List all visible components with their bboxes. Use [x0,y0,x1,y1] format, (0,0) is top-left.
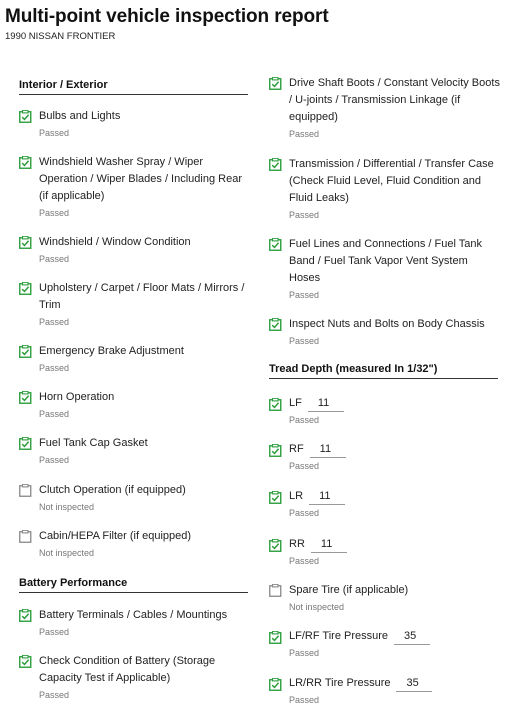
inspection-item [269,238,501,300]
item-label: Upholstery / Carpet / Floor Mats / Mirrors / Trim [39,282,245,311]
item-label: Windshield Washer Spray / Wiper Operation / Wiper Blades / Including Rear (if applicable) [39,156,242,202]
pressure-value-field[interactable]: 35 [394,629,430,645]
item-label: LF [289,396,302,409]
tread-value-field[interactable]: 11 [308,396,344,412]
check-icon[interactable] [19,655,32,668]
item-label: LR/RR Tire Pressure [289,676,391,689]
item-label: Emergency Brake Adjustment [39,345,184,357]
report-title: Multi-point vehicle inspection report [5,6,329,27]
check-icon[interactable] [19,156,32,169]
item-status: Not inspected [289,602,345,612]
tread-value-field[interactable]: 11 [310,442,346,458]
inspection-item [19,655,251,700]
checkbox-empty-icon[interactable] [269,584,282,597]
inspection-item [19,345,251,373]
inspection-item [269,158,501,220]
check-icon[interactable] [269,631,282,644]
tread-value-field[interactable]: 11 [311,537,347,553]
tread-item [269,489,501,518]
item-label: Clutch Operation (if equipped) [39,484,186,496]
inspection-item [19,110,251,138]
item-label: LF/RF Tire Pressure [289,629,389,642]
item-label: Drive Shaft Boots / Constant Velocity Boots / U-joints / Transmission Linkage (if equipped) [289,77,500,123]
item-label: Fuel Lines and Connections / Fuel Tank Band / Fuel Tank Vapor Vent System Hoses [289,238,483,284]
item-status: Passed [289,695,320,705]
item-label: Cabin/HEPA Filter (if equipped) [39,530,192,542]
item-label: LR [289,489,304,502]
item-status: Passed [39,690,70,700]
item-status: Not inspected [39,548,95,558]
item-label: Windshield / Window Condition [39,236,191,248]
item-status: Passed [289,336,320,346]
checkbox-empty-icon[interactable] [19,484,32,497]
checkbox-empty-icon[interactable] [19,530,32,543]
inspection-item [19,282,251,327]
tread-item [269,442,501,471]
item-label: Check Condition of Battery (Storage Capacity Test if Applicable) [39,655,216,684]
item-status: Passed [39,254,70,264]
check-icon[interactable] [269,318,282,331]
item-label: Horn Operation [39,391,115,403]
check-icon[interactable] [19,282,32,295]
item-label: Inspect Nuts and Bolts on Body Chassis [289,318,485,330]
check-icon[interactable] [269,678,282,691]
check-icon[interactable] [269,238,282,251]
item-label: Fuel Tank Cap Gasket [39,437,148,449]
interior-exterior-heading: Interior / Exterior [19,79,248,95]
item-status: Passed [39,455,70,465]
inspection-item [19,530,251,558]
tread-item [269,396,501,425]
item-status: Passed [289,556,320,566]
item-label: Battery Terminals / Cables / Mountings [39,609,228,621]
tread-value-field[interactable]: 11 [309,489,345,505]
item-status: Passed [39,409,70,419]
inspection-item [19,609,251,637]
item-status: Passed [39,363,70,373]
item-label: Spare Tire (if applicable) [289,584,409,596]
inspection-item [19,437,251,465]
check-icon[interactable] [19,110,32,123]
check-icon[interactable] [19,345,32,358]
inspection-item [269,77,501,139]
item-status: Passed [289,648,320,658]
pressure-value-field[interactable]: 35 [396,676,432,692]
tread-item [269,537,501,566]
check-icon[interactable] [269,539,282,552]
check-icon[interactable] [19,437,32,450]
inspection-item [19,156,251,218]
item-status: Passed [39,317,70,327]
item-label: RF [289,442,304,455]
pressure-item [269,629,501,658]
item-status: Passed [289,415,320,425]
item-status: Passed [289,290,320,300]
item-status: Passed [289,508,320,518]
check-icon[interactable] [269,158,282,171]
check-icon[interactable] [269,491,282,504]
vehicle-subtitle: 1990 NISSAN FRONTIER [5,31,116,42]
check-icon[interactable] [19,236,32,249]
item-status: Passed [289,461,320,471]
check-icon[interactable] [269,77,282,90]
tread-depth-heading: Tread Depth (measured In 1/32") [269,363,498,379]
inspection-item [19,391,251,419]
item-label: Bulbs and Lights [39,110,121,122]
item-status: Not inspected [39,502,95,512]
item-status: Passed [289,210,320,220]
inspection-item [269,318,501,346]
inspection-item [269,584,501,612]
item-status: Passed [39,627,70,637]
inspection-item [19,484,251,512]
item-label: Transmission / Differential / Transfer Case (Check Fluid Level, Fluid Condition and Fluid Leaks) [289,158,494,204]
item-label: RR [289,537,305,550]
check-icon[interactable] [269,398,282,411]
inspection-item [19,236,251,264]
item-status: Passed [39,208,70,218]
battery-performance-heading: Battery Performance [19,577,248,593]
item-status: Passed [39,128,70,138]
check-icon[interactable] [19,391,32,404]
pressure-item [269,676,501,705]
check-icon[interactable] [269,444,282,457]
item-status: Passed [289,129,320,139]
check-icon[interactable] [19,609,32,622]
